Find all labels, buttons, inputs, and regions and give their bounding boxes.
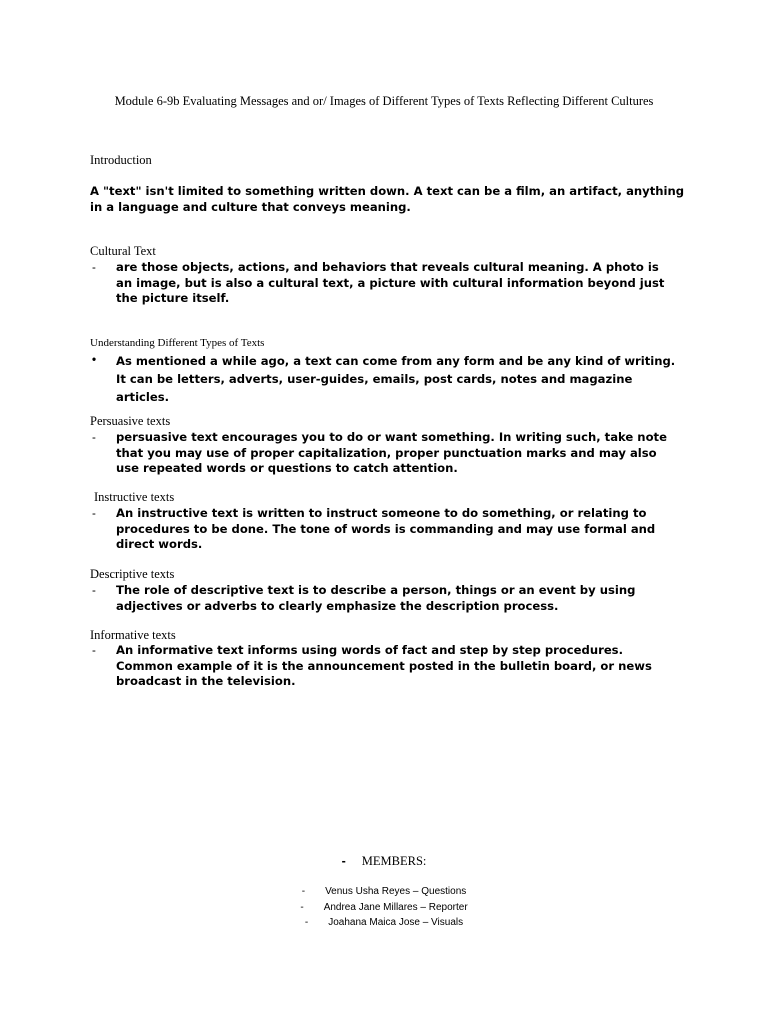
member-name: Joahana Maica Jose – Visuals bbox=[328, 917, 464, 928]
introduction-heading: Introduction bbox=[90, 153, 152, 167]
member-name: Andrea Jane Millares – Reporter bbox=[323, 902, 468, 913]
informative-heading: Informative texts bbox=[90, 628, 176, 642]
descriptive-body: The role of descriptive text is to describe a person, things or an event by using adjectives or adverbs to clearly emphasize the description process. bbox=[116, 583, 636, 613]
understanding-types-heading: Understanding Different Types of Texts bbox=[90, 337, 265, 349]
cultural-text-heading: Cultural Text bbox=[90, 244, 156, 258]
understanding-types-body: As mentioned a while ago, a text can come from any form and be any kind of writing. It can be letters, adverts, user-guides, emails, post cards, notes and magazine articles. bbox=[116, 354, 676, 404]
members-heading-label: MEMBERS: bbox=[361, 854, 427, 868]
member-dash: - bbox=[301, 886, 306, 897]
bullet-dash: - bbox=[92, 507, 96, 520]
instructive-item bbox=[90, 506, 690, 553]
member-item bbox=[0, 885, 768, 899]
instructive-heading: Instructive texts bbox=[94, 490, 175, 504]
document-title: Module 6-9b Evaluating Messages and or/ Images of Different Types of Texts Reflecting Different Cultures bbox=[114, 94, 654, 108]
persuasive-heading: Persuasive texts bbox=[90, 414, 171, 428]
cultural-text-item bbox=[90, 260, 690, 307]
persuasive-item bbox=[90, 430, 690, 477]
member-dash: - bbox=[300, 902, 304, 913]
informative-item bbox=[90, 643, 690, 690]
bullet-dash: - bbox=[92, 261, 96, 274]
descriptive-item bbox=[90, 583, 690, 614]
cultural-text-body: are those objects, actions, and behaviors that reveals cultural meaning. A photo is an image, but is also a cultural text, a picture with cultural information beyond just the picture itself. bbox=[116, 260, 665, 305]
introduction-text: A "text" isn't limited to something written down. A text can be a film, an artifact, anything in a language and culture that conveys meaning. bbox=[90, 184, 685, 214]
descriptive-heading: Descriptive texts bbox=[90, 567, 175, 581]
member-name: Venus Usha Reyes – Questions bbox=[325, 886, 467, 897]
bullet-dash: - bbox=[92, 584, 96, 597]
informative-body: An informative text informs using words of fact and step by step procedures. Common example of it is the announcement posted in the bulletin board, or news broadcast in the television. bbox=[116, 643, 652, 688]
member-dash: - bbox=[304, 917, 309, 928]
bullet-dash: - bbox=[92, 431, 96, 444]
instructive-body: An instructive text is written to instruct someone to do something, or relating to procedures to be done. The tone of words is commanding and may use formal and direct words. bbox=[116, 506, 656, 551]
members-heading bbox=[0, 853, 768, 869]
understanding-types-item bbox=[90, 352, 690, 406]
member-item bbox=[0, 901, 768, 915]
bullet-dash: - bbox=[92, 644, 96, 657]
bullet-dot: • bbox=[92, 353, 97, 366]
member-item bbox=[0, 916, 768, 930]
members-bullet: - bbox=[341, 854, 346, 868]
persuasive-body: persuasive text encourages you to do or want something. In writing such, take note that you may use of proper capitalization, proper punctuation marks and may also use repeated words or questions to catch attention. bbox=[116, 430, 667, 475]
